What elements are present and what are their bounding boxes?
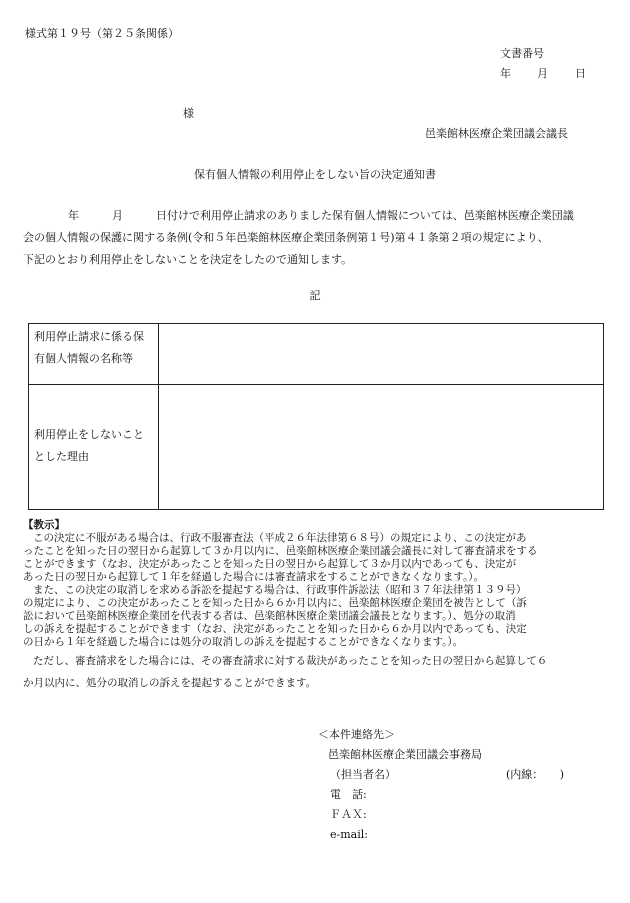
- notice-section: [23, 519, 608, 693]
- row1-label: 利用停止請求に係る保有個人情報の名称等: [34, 330, 144, 365]
- ki-label: 記: [309, 289, 321, 302]
- date-year-label: 年: [500, 67, 511, 80]
- info-table: [28, 323, 604, 510]
- notice-line: ことができます（なお、決定があったことを知った日の翌日から起算して３か月以内であっても、決定が: [23, 558, 517, 570]
- contact-email: e-mail:: [330, 828, 368, 841]
- body-line1: 日付けで利用停止請求のありました保有個人情報については、邑楽館林医療企業団議: [156, 209, 574, 222]
- notice-line: の規定により、この決定があったことを知った日から６か月以内に、邑楽館林医療企業団を被告として（訴: [23, 597, 527, 609]
- body-year: 年: [68, 209, 79, 222]
- notice-line: この決定に不服がある場合は、行政不服審査法（平成２６年法律第６８号）の規定により、この決定があ: [33, 532, 527, 544]
- notice-line: ただし、審査請求をした場合には、その審査請求に対する裁決があったことを知った日の翌日から起算して６: [33, 655, 548, 667]
- date-month-label: 月: [537, 67, 548, 80]
- document-title: 保有個人情報の利用停止をしない旨の決定通知書: [194, 168, 436, 181]
- contact-extension: (内線： ): [506, 768, 565, 781]
- notice-line: しの訴えを提起することができます（なお、決定があったことを知った日から６か月以内であっても、決定: [23, 623, 527, 635]
- body-line2: 会の個人情報の保護に関する条例(令和５年邑楽館林医療企業団条例第１号)第４１条第２項の規定により、: [23, 231, 549, 244]
- form-number: 様式第１９号（第２５条関係）: [25, 27, 179, 40]
- notice-heading: 【教示】: [23, 519, 65, 531]
- table-label-cell: [29, 385, 159, 510]
- notice-line: ったことを知った日の翌日から起算して３か月以内に、邑楽館林医療企業団議会議長に対して審査請求をする: [23, 545, 538, 557]
- recipient-honorific: 様: [183, 107, 194, 120]
- contact-fax: ＦＡＸ:: [330, 808, 367, 821]
- date-day-label: 日: [575, 67, 586, 80]
- document-number-label: 文書番号: [500, 47, 544, 60]
- table-value-cell: [159, 385, 604, 510]
- notice-line: あった日の翌日から起算して１年を経過した場合には審査請求をすることができなくなります。）。: [23, 571, 485, 583]
- contact-heading: ＜本件連絡先＞: [318, 728, 395, 741]
- notice-line: 訟において邑楽館林医療企業団を代表する者は、邑楽館林医療企業団議会議長となります。）、処分の取消: [23, 610, 516, 622]
- notice-line: の日から１年を経過した場合には処分の取消しの訴えを提起することができなくなります。）。: [23, 636, 464, 648]
- table-label-cell: [29, 324, 159, 385]
- row2-label: 利用停止をしないこととした理由: [34, 428, 144, 463]
- body-paragraph: [23, 205, 607, 271]
- contact-phone: 電 話:: [330, 788, 367, 801]
- table-row: [29, 324, 604, 385]
- body-line3: 下記のとおり利用停止をしないことを決定をしたので通知します。: [23, 253, 353, 266]
- table-value-cell: [159, 324, 604, 385]
- body-month: 月: [112, 209, 123, 222]
- contact-office: 邑楽館林医療企業団議会事務局: [328, 748, 482, 761]
- table-row: [29, 385, 604, 510]
- contact-person: （担当者名）: [330, 768, 396, 781]
- notice-line: か月以内に、処分の取消しの訴えを提起することができます。: [23, 677, 317, 689]
- sender-name: 邑楽館林医療企業団議会議長: [425, 127, 568, 140]
- notice-line: また、この決定の取消しを求める訴訟を提起する場合は、行政事件訴訟法（昭和３７年法律第１３９号）: [33, 584, 527, 596]
